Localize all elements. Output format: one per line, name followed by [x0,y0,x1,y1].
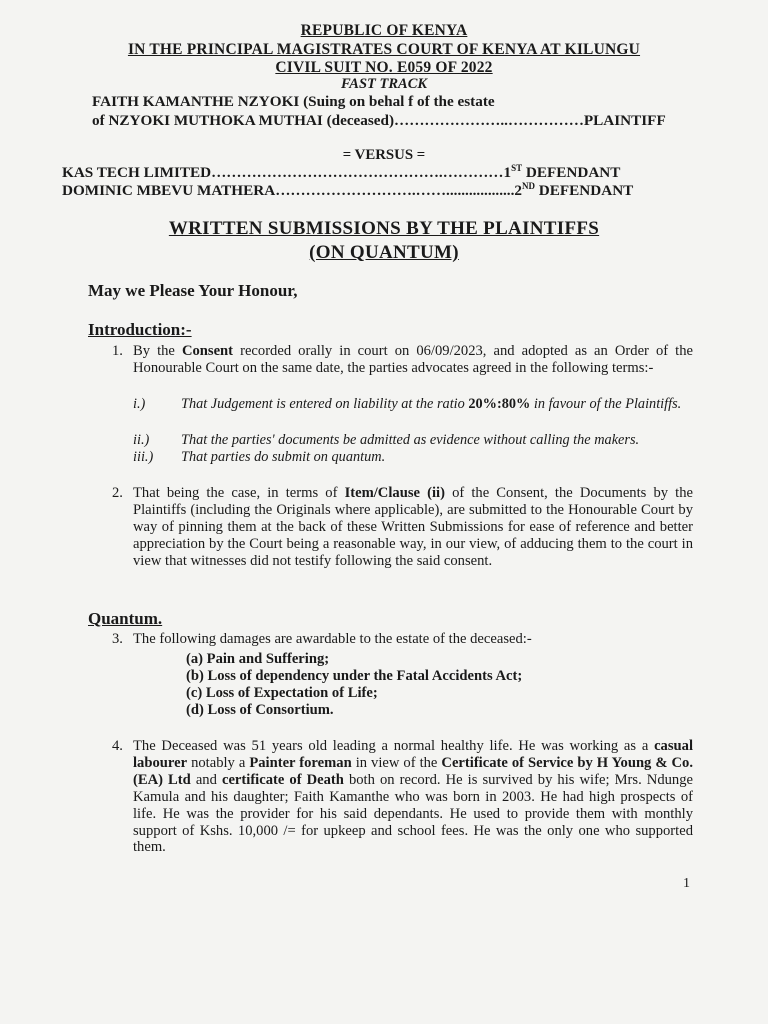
defendant-2-line [62,181,633,200]
court-heading: IN THE PRINCIPAL MAGISTRATES COURT OF KENYA AT KILUNGU [127,41,641,58]
defendant-1-line [62,163,620,182]
defendant-1-name: KAS TECH LIMITED [62,164,212,182]
paragraph-3-number: 3. [112,631,123,647]
paragraph-4-part-c: notably a [187,754,250,771]
paragraph-4-role: Painter foreman [249,754,352,771]
paragraph-4-certificate-service: Certificate of Service by H Young & Co. (EA) Ltd [133,754,693,788]
paragraph-1 [133,343,693,377]
fast-track-label: FAST TRACK [340,76,428,92]
paragraph-3: The following damages are awardable to the estate of the deceased:- [133,631,532,647]
plaintiff-dots: …………………..…………… [394,112,584,129]
republic-heading: REPUBLIC OF KENYA [300,22,468,39]
defendant-1-role: DEFENDANT [522,164,621,182]
paragraph-4-part-i: both on record. He is survived by his wife; Mrs. Ndunge Kamula and his daughter; Faith Kamanthe who was born in 2003. He had high prospects of life. He was the provider for his said dependants. He used to provide them with monthly support of Kshs. 10,000 /= for upkeep and school fees. He was the only one who supported them. [133,771,693,856]
paragraph-2 [133,485,693,570]
damage-item-a: (a) Pain and Suffering; [186,651,330,667]
defendant-2-dots: ……………………….…….................. [275,182,515,200]
damage-item-b: (b) Loss of dependency under the Fatal Accidents Act; [186,668,523,684]
paragraph-4-number: 4. [112,738,123,754]
document-title-line-2: (ON QUANTUM) [309,242,459,263]
introduction-heading: Introduction:- [88,320,192,339]
document-title-line-1: WRITTEN SUBMISSIONS BY THE PLAINTIFFS [168,218,600,239]
term-1-tail: in favour of the Plaintiffs. [530,396,682,412]
paragraph-2-lead: That being the case, in terms of [133,485,345,501]
term-1-ratio: 20%:80% [468,396,531,412]
paragraph-4 [133,738,693,856]
paragraph-2-text: of the Consent, the Documents by the Plaintiffs (including the Originals where applicable), are submitted to the Honourable Court by way of pinning them at the back of these Written Submissions for ease of reference and better appreciation by the Court being a reasonable way, in our view, of adducing them to the court in view that witnesses did not testify following the said consent. [133,485,694,569]
term-1-lead: That Judgement is entered on liability at the ratio [181,396,469,412]
quantum-heading: Quantum. [88,609,163,628]
term-2-marker: ii.) [133,432,150,448]
term-1-marker: i.) [133,396,146,412]
paragraph-1-text: recorded orally in court on 06/09/2023, and adopted as an Order of the Honourable Court on the same date, the parties advocates agreed in the following terms:- [133,343,693,376]
defendant-1-ordinal: 1 [503,164,512,182]
damage-item-c: (c) Loss of Expectation of Life; [186,685,378,701]
paragraph-1-number: 1. [112,343,123,359]
paragraph-1-lead: By the [133,343,182,359]
paragraph-4-certificate-death: certificate of Death [221,771,344,788]
term-3-text: That parties do submit on quantum. [181,449,386,465]
paragraph-2-bold: Item/Clause (ii) [344,485,445,501]
paragraph-1-bold: Consent [181,343,234,359]
defendant-2-role: DEFENDANT [534,182,634,200]
defendant-2-ordinal: 2 [514,182,522,200]
term-2-text: That the parties' documents be admitted as evidence without calling the makers. [181,432,640,448]
paragraph-4-part-e: in view of the [351,754,442,771]
paragraph-4-occupation: casual labourer [133,738,693,771]
term-3-marker: iii.) [133,449,154,465]
defendant-1-ordinal-suffix: ST [511,163,523,173]
plaintiff-line-1: FAITH KAMANTHE NZYOKI (Suing on behal f of the estate [92,93,495,110]
defendant-2-name: DOMINIC MBEVU MATHERA [62,182,276,200]
paragraph-4-part-g: and [190,771,222,788]
paragraph-4-part-a: The Deceased was 51 years old leading a normal healthy life. He was working as a [133,738,655,754]
versus-label: = VERSUS = [342,147,426,163]
defendant-1-dots: ……………………………………….………… [211,164,504,182]
plaintiff-line-2 [92,112,666,130]
page-number: 1 [683,876,690,891]
plaintiff-role: PLAINTIFF [583,112,666,129]
defendant-2-ordinal-suffix: ND [521,181,535,191]
paragraph-2-number: 2. [112,485,123,501]
term-1-text [181,396,693,412]
damage-item-d: (d) Loss of Consortium. [186,702,334,718]
plaintiff-name: of NZYOKI MUTHOKA MUTHAI (deceased) [92,112,395,129]
suit-number: CIVIL SUIT NO. E059 OF 2022 [275,59,493,76]
salutation: May we Please Your Honour, [88,281,298,300]
